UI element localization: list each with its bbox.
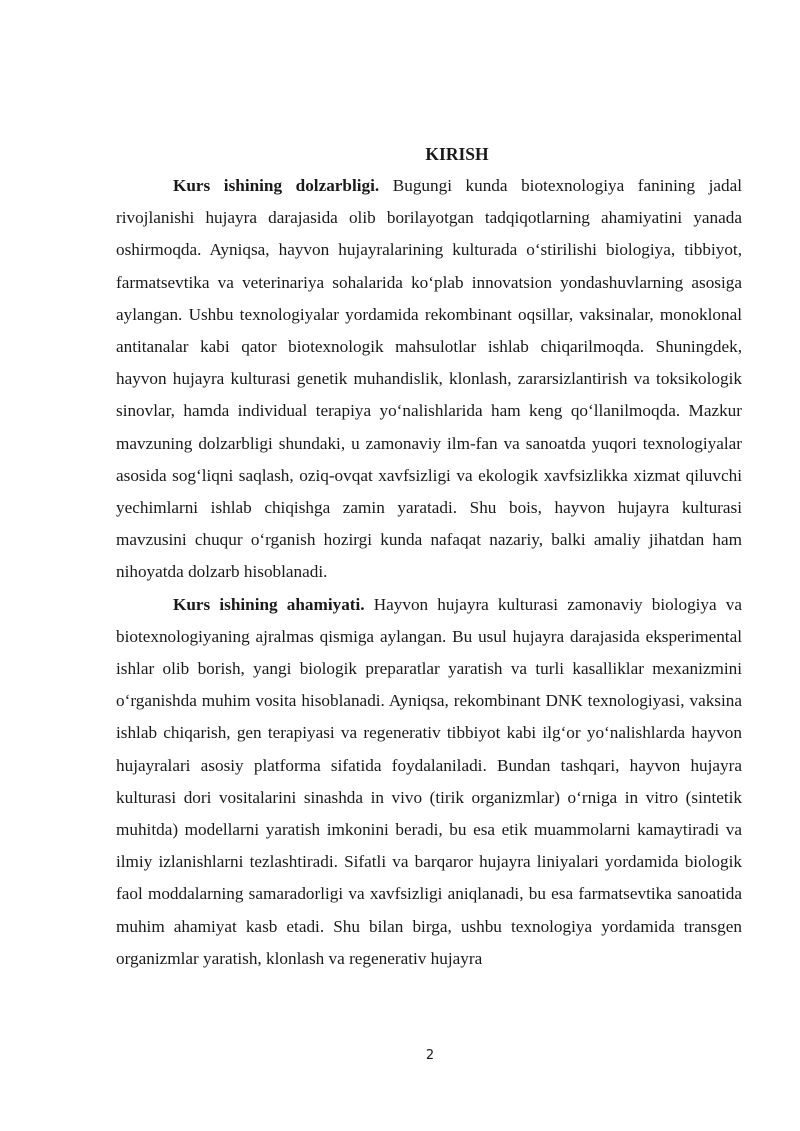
body-text: [116, 170, 742, 975]
paragraph-importance: [116, 589, 742, 975]
paragraph-relevance: [116, 170, 742, 589]
paragraph-text-relevance: Bugungi kunda biotexnologiya fanining jadal rivojlanishi hujayra darajasida olib borilayotgan tadqiqotlarning ahamiyatini yanada oshirmoqda. Ayniqsa, hayvon hujayralarining kulturada oʻstirilishi biologiya, tibbiyot, farmatsevtika va veterinariya sohalarida koʻplab innovatsion yondashuvlarning asosiga aylangan. Ushbu texnologiyalar yordamida rekombinant oqsillar, vaksinalar, monoklonal antitanalar kabi qator biotexnologik mahsulotlar ishlab chiqarilmoqda. Shuningdek, hayvon hujayra kulturasi genetik muhandislik, klonlash, zararsizlantirish va toksikologik sinovlar, hamda individual terapiya yoʻnalishlarida ham keng qoʻllanilmoqda. Mazkur mavzuning dolzarbligi shundaki, u zamonaviy ilm-fan va sanoatda yuqori texnologiyalar asosida sogʻliqni saqlash, oziq-ovqat xavfsizligi va ekologik xavfsizlikka xizmat qiluvchi yechimlarni ishlab chiqishga zamin yaratadi. Shu bois, hayvon hujayra kulturasi mavzusini chuqur oʻrganish hozirgi kunda nafaqat nazariy, balki amaliy jihatdan ham nihoyatda dolzarb hisoblanadi.: [116, 176, 742, 582]
paragraph-lead-importance: Kurs ishining ahamiyati.: [173, 594, 365, 614]
section-heading: KIRISH: [425, 144, 489, 164]
paragraph-text-importance: Hayvon hujayra kulturasi zamonaviy biologiya va biotexnologiyaning ajralmas qismiga aylangan. Bu usul hujayra darajasida eksperimental ishlar olib borish, yangi biologik preparatlar yaratish va turli kasalliklar mexanizmini oʻrganishda muhim vosita hisoblanadi. Ayniqsa, rekombinant DNK texnologiyasi, vaksina ishlab chiqarish, gen terapiyasi va regenerativ tibbiyot kabi ilgʻor yoʻnalishlarda hayvon hujayralari asosiy platforma sifatida foydalaniladi. Bundan tashqari, hayvon hujayra kulturasi dori vositalarini sinashda in vivo (tirik organizmlar) oʻrniga in vitro (sintetik muhitda) modellarni yaratish imkonini beradi, bu esa etik muammolarni kamaytiradi va ilmiy izlanishlarni tezlashtiradi. Sifatli va barqaror hujayra liniyalari yordamida biologik faol moddalarning samaradorligi va xavfsizligi aniqlanadi, bu esa farmatsevtika sanoatida muhim ahamiyat kasb etadi. Shu bilan birga, ushbu texnologiya yordamida transgen organizmlar yaratish, klonlash va regenerativ hujayra: [116, 594, 742, 968]
paragraph-lead-relevance: Kurs ishining dolzarbligi.: [173, 176, 380, 195]
page-number: 2: [425, 1048, 435, 1063]
